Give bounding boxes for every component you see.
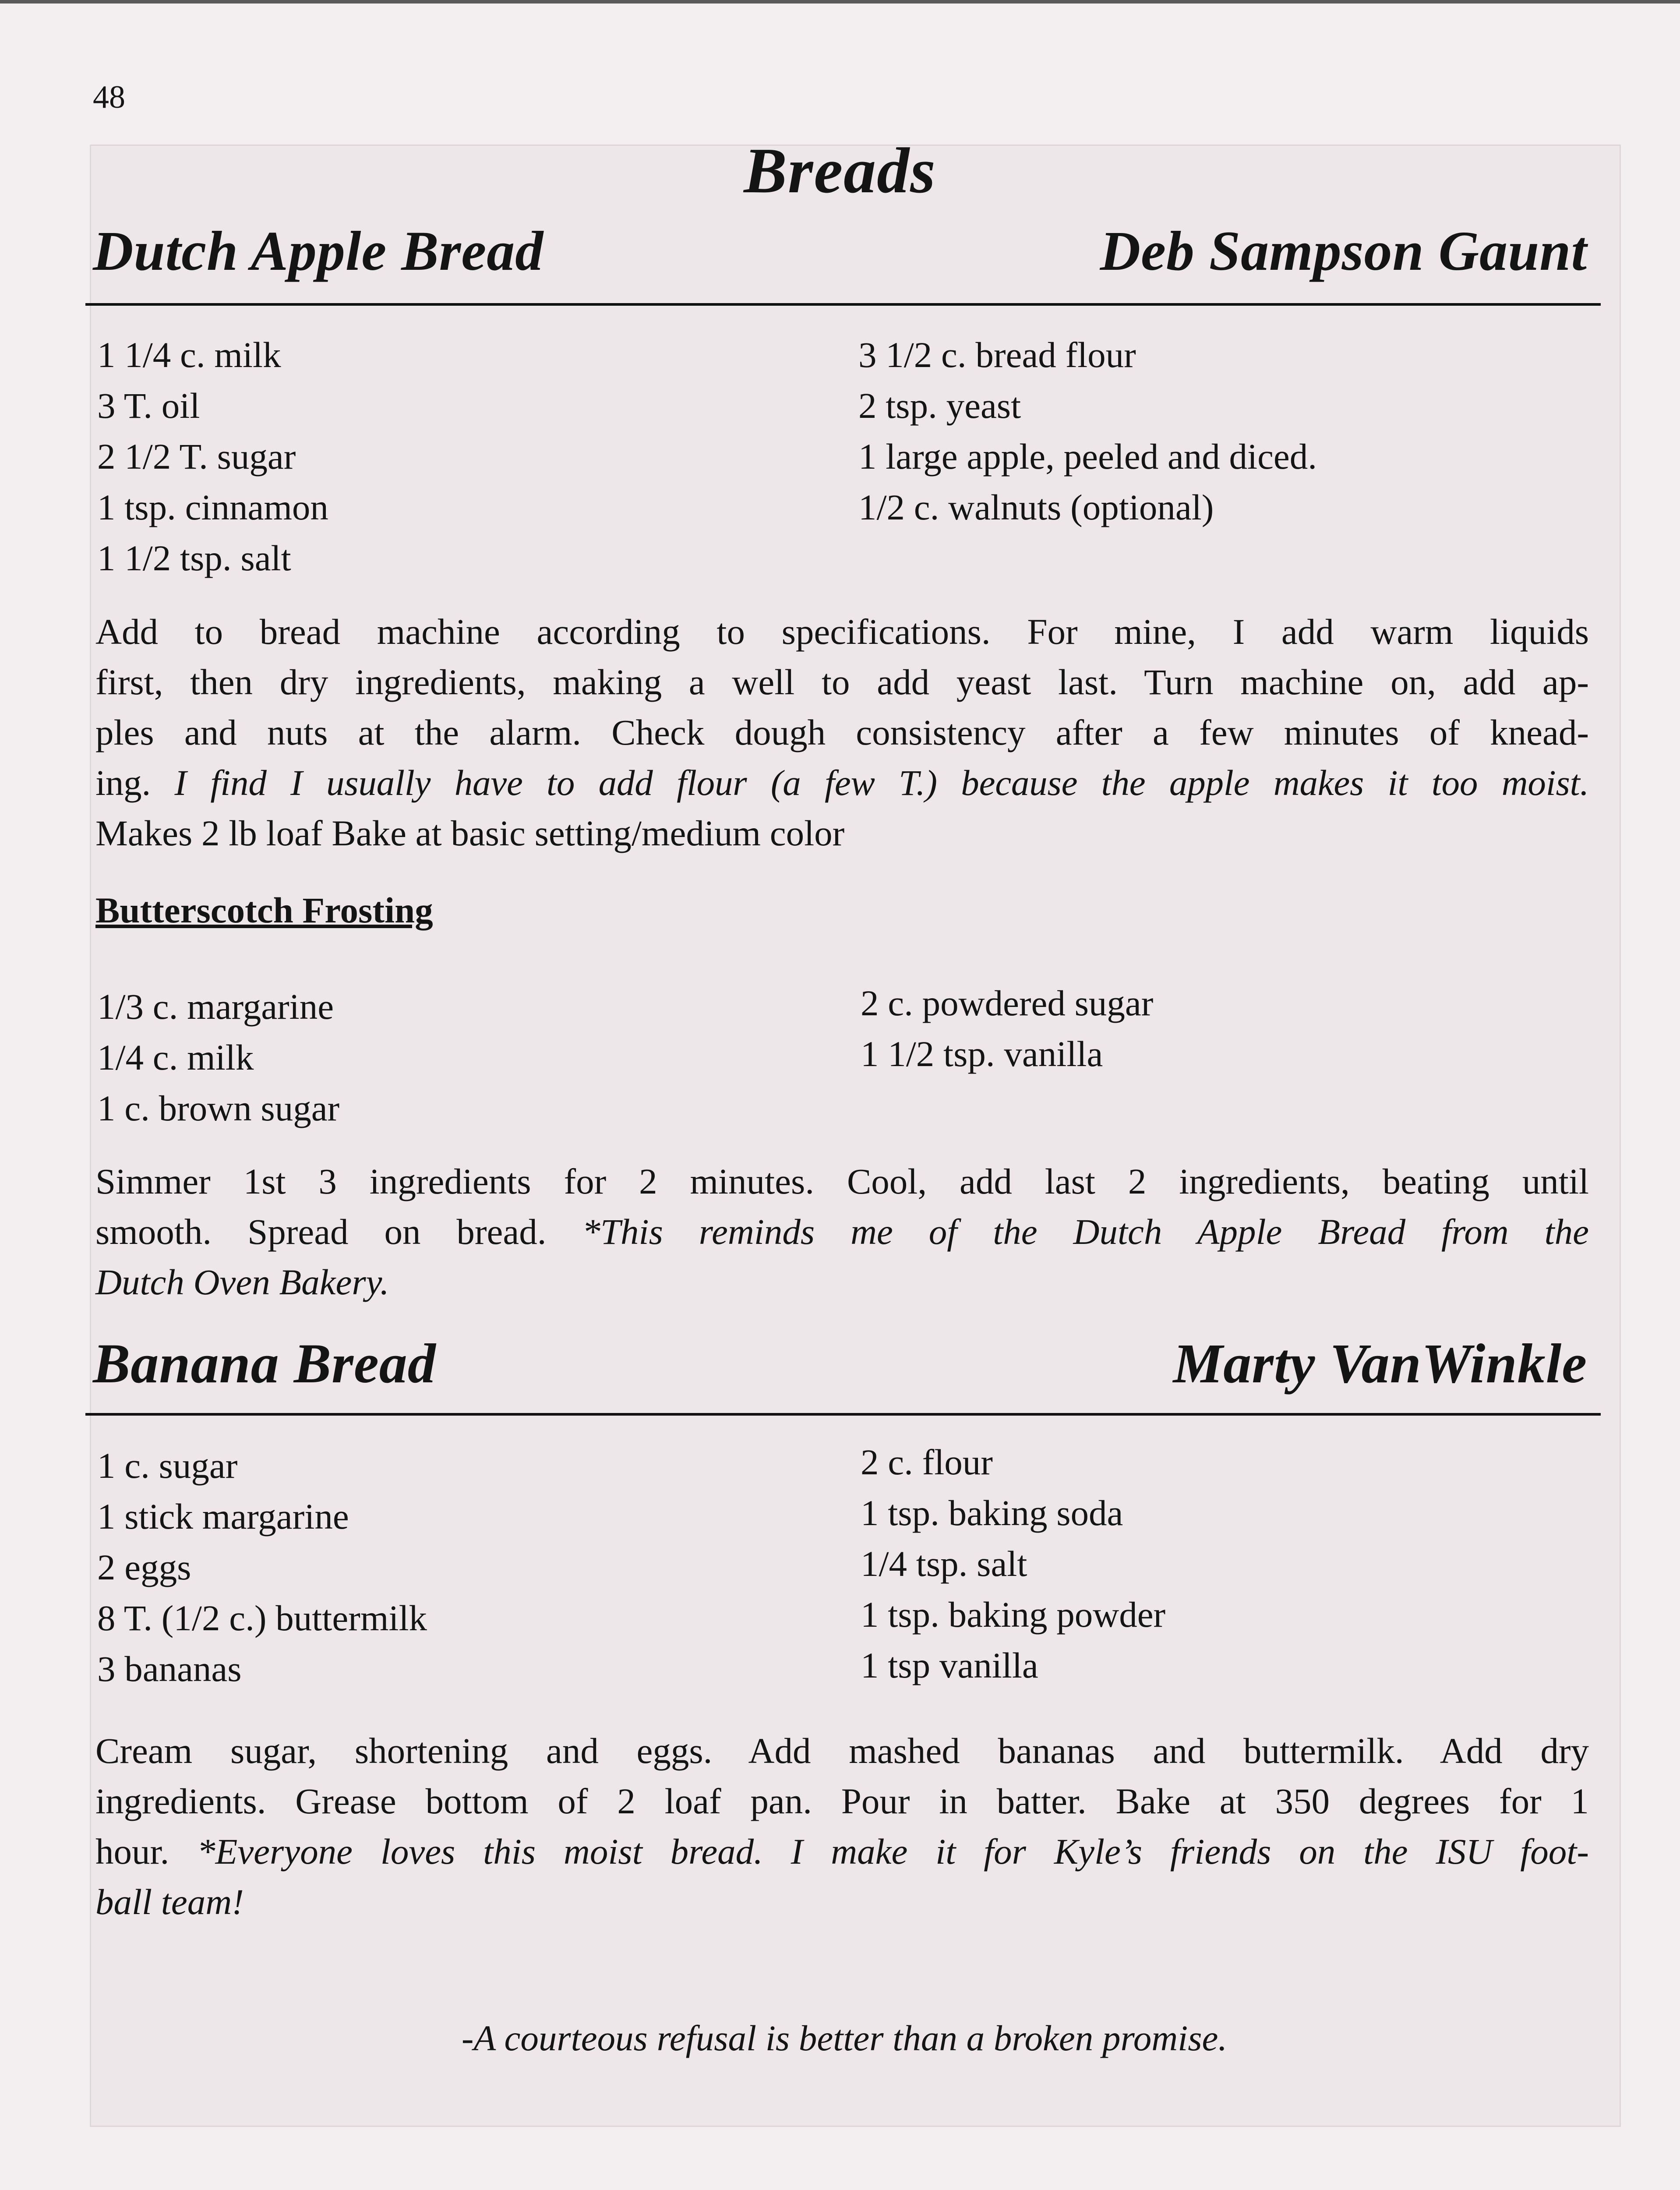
- ingredient: 3 bananas: [97, 1649, 242, 1689]
- directions-frosting: [95, 1156, 1589, 1307]
- ingredient: 2 c. powdered sugar: [861, 983, 1154, 1023]
- recipe-title-banana-bread: Banana Bread: [93, 1332, 436, 1395]
- ingredient: 2 1/2 T. sugar: [97, 436, 296, 477]
- recipe-title-dutch-apple-bread: Dutch Apple Bread: [93, 220, 544, 282]
- section-title: Breads: [744, 135, 936, 207]
- ingredients-right-banana: [861, 1437, 1165, 1691]
- ingredient: 1/4 tsp. salt: [861, 1544, 1027, 1584]
- ingredient: 2 c. flour: [861, 1442, 993, 1482]
- ingredient: 1 tsp vanilla: [861, 1645, 1038, 1685]
- directions-dutch-apple: [95, 607, 1589, 858]
- directions-note: ball team!: [95, 1882, 244, 1922]
- ingredient: 1 tsp. baking soda: [861, 1493, 1123, 1533]
- ingredient: 3 1/2 c. bread flour: [858, 335, 1136, 375]
- directions-note: *This reminds me of the Dutch Apple Bread from the: [582, 1212, 1589, 1252]
- closing-quote: [0, 2017, 1680, 2059]
- recipe-author-deb-sampson-gaunt: Deb Sampson Gaunt: [1100, 220, 1587, 282]
- sub-recipe-title-butterscotch-frosting: Butterscotch Frosting: [95, 890, 433, 930]
- directions-line: [95, 1207, 1589, 1257]
- ingredient: 1/4 c. milk: [97, 1037, 254, 1077]
- directions-line: Cream sugar, shortening and eggs. Add mashed bananas and buttermilk. Add dry: [95, 1731, 1589, 1771]
- ingredient: 1 large apple, peeled and diced.: [858, 436, 1317, 477]
- scan-top-edge: [0, 0, 1680, 4]
- directions-line: [95, 758, 1589, 808]
- directions-text: smooth. Spread on bread.: [95, 1212, 582, 1252]
- ingredients-right-frosting: [861, 978, 1153, 1079]
- ingredient: 1 1/2 tsp. vanilla: [861, 1034, 1103, 1074]
- directions-line: ingredients. Grease bottom of 2 loaf pan. Pour in batter. Bake at 350 degrees for 1: [95, 1781, 1589, 1821]
- directions-line: ples and nuts at the alarm. Check dough consistency after a few minutes of knead-: [95, 712, 1589, 752]
- directions-line: [95, 1826, 1589, 1877]
- directions-text: ing.: [95, 763, 175, 803]
- directions-note: *Everyone loves this moist bread. I make it for Kyle’s friends on the ISU foot-: [197, 1831, 1589, 1872]
- directions-line: Simmer 1st 3 ingredients for 2 minutes. Cool, add last 2 ingredients, beating until: [95, 1161, 1589, 1201]
- directions-line: Makes 2 lb loaf Bake at basic setting/medium color: [95, 813, 845, 853]
- ingredients-right-dutch-apple: [858, 329, 1317, 533]
- directions-line: Add to bread machine according to specifications. For mine, I add warm liquids: [95, 611, 1589, 652]
- directions-text: hour.: [95, 1831, 198, 1872]
- ingredient: 1 tsp. cinnamon: [97, 487, 328, 527]
- recipe-author-marty-vanwinkle: Marty VanWinkle: [1173, 1332, 1587, 1395]
- ingredient: 1 1/2 tsp. salt: [97, 538, 291, 578]
- ingredients-left-banana: [97, 1440, 427, 1694]
- page-number: 48: [93, 79, 125, 115]
- ingredient: 1 1/4 c. milk: [97, 335, 281, 375]
- ingredient: 8 T. (1/2 c.) buttermilk: [97, 1598, 427, 1638]
- ingredient: 1 stick margarine: [97, 1496, 349, 1537]
- ingredient: 3 T. oil: [97, 385, 200, 426]
- ingredients-left-frosting: [97, 981, 339, 1134]
- title-rule: [85, 1413, 1601, 1416]
- directions-note: I find I usually have to add flour (a few T.) because the apple makes it too moist.: [174, 763, 1589, 803]
- ingredients-left-dutch-apple: [97, 329, 328, 583]
- ingredient: 1/3 c. margarine: [97, 986, 334, 1027]
- ingredient: 1 c. brown sugar: [97, 1088, 340, 1128]
- closing-quote-text: -A courteous refusal is better than a broken promise.: [461, 2018, 1228, 2058]
- ingredient: 1 tsp. baking powder: [861, 1594, 1166, 1635]
- directions-note: Dutch Oven Bakery.: [95, 1262, 389, 1302]
- directions-line: first, then dry ingredients, making a well to add yeast last. Turn machine on, add ap-: [95, 662, 1589, 702]
- ingredient: 2 eggs: [97, 1547, 191, 1587]
- ingredient: 1 c. sugar: [97, 1445, 238, 1486]
- title-rule: [85, 303, 1601, 306]
- directions-banana: [95, 1726, 1589, 1927]
- ingredient: 1/2 c. walnuts (optional): [858, 487, 1214, 527]
- ingredient: 2 tsp. yeast: [858, 385, 1021, 426]
